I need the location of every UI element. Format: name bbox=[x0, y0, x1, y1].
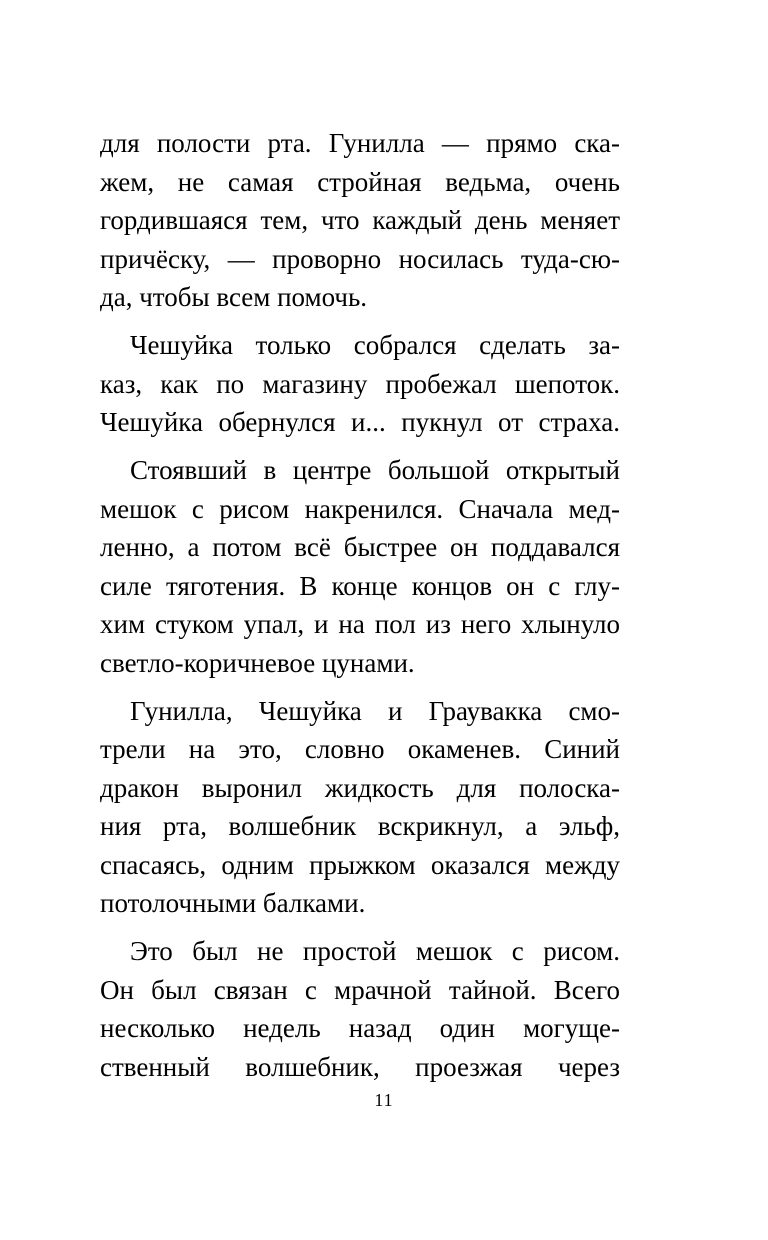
page-number: 11 bbox=[374, 1090, 394, 1110]
text-line: Чешуйка только собрался сделать за- bbox=[130, 330, 620, 360]
text-line: Гунилла, Чешуйка и Граувакка смо- bbox=[130, 695, 620, 726]
text-line: спасаясь, одним прыжком оказался между bbox=[100, 849, 620, 880]
text-line: Чешуйка обернулся и... пукнул от страха. bbox=[100, 407, 620, 437]
text-line: гордившаяся тем, что каждый день меняет bbox=[100, 205, 620, 235]
paragraph-3 bbox=[100, 451, 620, 682]
text-line: ственный волшебник, проезжая через bbox=[100, 1051, 620, 1082]
paragraph-1 bbox=[100, 124, 620, 317]
body-text bbox=[100, 124, 620, 1096]
paragraph-4 bbox=[100, 692, 620, 923]
text-line: трели на это, словно окаменев. Синий bbox=[100, 734, 620, 764]
text-line: силе тяготения. В конце концов он с глу- bbox=[100, 570, 620, 601]
text-line: светло-коричневое цунами. bbox=[100, 647, 415, 678]
text-line: для полости рта. Гунилла — прямо ска- bbox=[100, 128, 620, 158]
text-line: ния рта, волшебник вскрикнул, а эльф, bbox=[100, 811, 620, 841]
text-line: ленно, а потом всё быстрее он поддавался bbox=[100, 532, 620, 562]
text-line: хим стуком упал, и на пол из него хлынуло bbox=[100, 609, 620, 639]
text-line: жем, не самая стройная ведьма, очень bbox=[100, 166, 620, 197]
text-line: Это был не простой мешок с рисом. bbox=[130, 936, 620, 966]
text-line: потолочными балками. bbox=[100, 888, 366, 918]
text-line: каз, как по магазину пробежал шепоток. bbox=[100, 368, 620, 399]
text-line: дракон выронил жидкость для полоска- bbox=[100, 772, 620, 803]
text-line: мешок с рисом накренился. Сначала мед- bbox=[100, 493, 620, 524]
paragraph-5 bbox=[100, 932, 620, 1086]
text-line: причёску, — проворно носилась туда-сю- bbox=[100, 243, 620, 274]
text-line: Стоявший в центре большой открытый bbox=[130, 455, 620, 485]
paragraph-2 bbox=[100, 326, 620, 442]
text-line: несколько недель назад один могуще- bbox=[100, 1013, 620, 1043]
text-line: Он был связан с мрачной тайной. Всего bbox=[100, 974, 620, 1005]
text-line: да, чтобы всем помочь. bbox=[100, 282, 368, 312]
